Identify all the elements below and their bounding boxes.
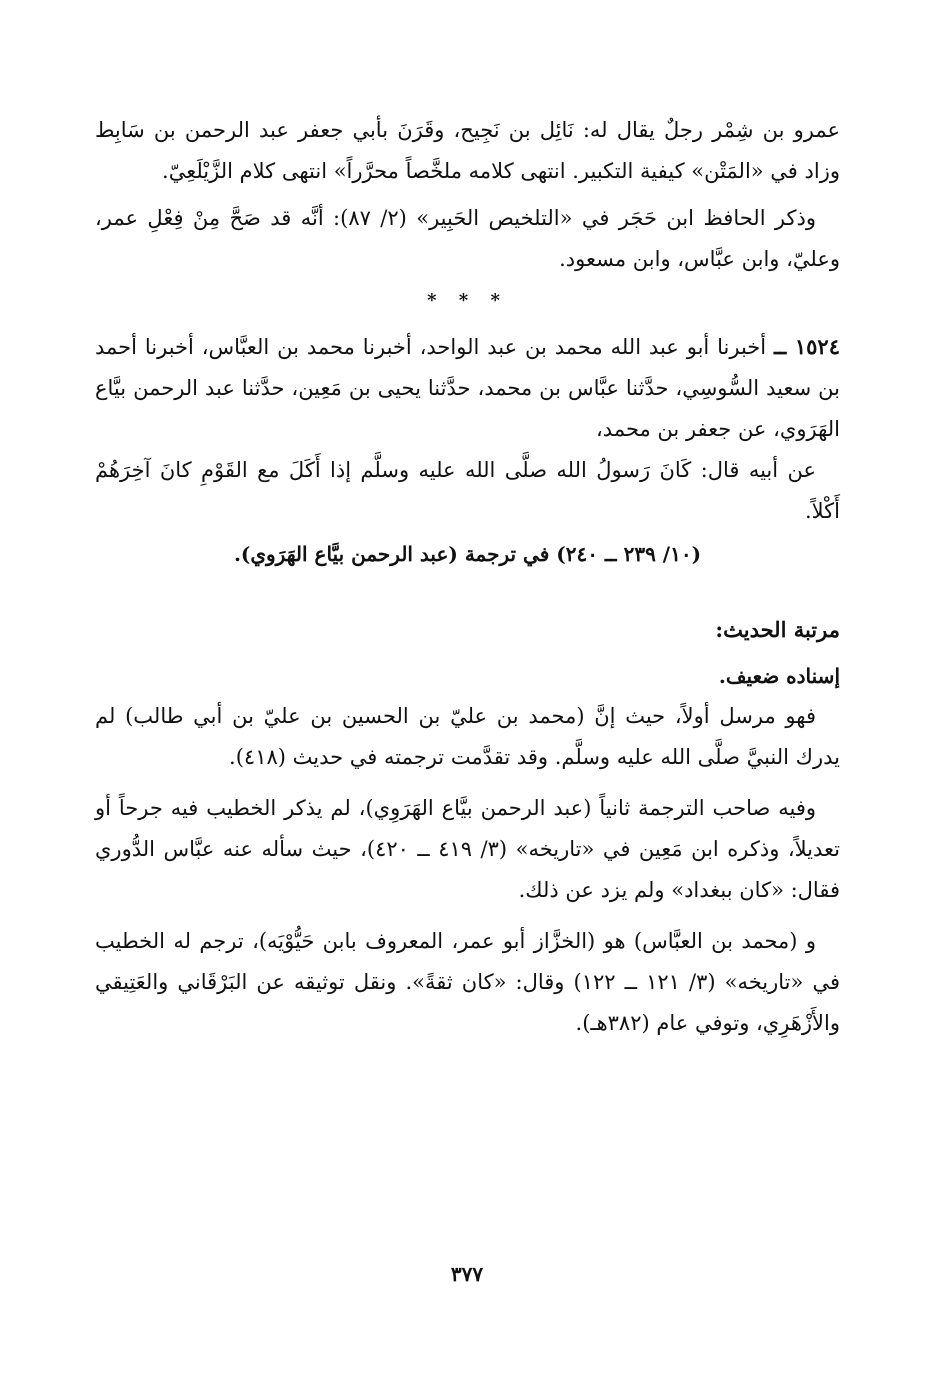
hadith-reference: (١٠/ ٢٣٩ ــ ٢٤٠) في ترجمة (عبد الرحمن بيَّاع الهَرَوي). [233,542,702,566]
grading-reason-ibn-hayyuyah: و (محمد بن العبَّاس) هو (الخزَّاز أبو عمر، المعروف بابن حَيُّوْيَه)، ترجم له الخطيب في «تاريخه» (٣/ ١٢١ ــ ١٢٢) وقال: «كان ثقةً». ونقل توثيقه عن البَرْقَاني والعَتِيقي والأَزْهَرِي، وتوفي عام (٣٨٢هـ). [95,929,841,1035]
paragraph-ibn-hajar: وذكر الحافظ ابن حَجَر في «التلخيص الحَبِير» (٢/ ٨٧): أنَّه قد صَحَّ مِنْ فِعْلِ عمر، وعليّ، وابن عبَّاس، وابن مسعود. [95,206,840,271]
paragraph-zaylai-quote: عمرو بن شِمْر رجلٌ يقال له: نَائِل بن نَجِيح، وقَرَنَ بأبي جعفر عبد الرحمن بن سَابِط وزاد في «المَتْن» كيفية التكبير. انتهى كلامه ملخَّصاً محرَّراً» انتهى كلام الزَّيْلَعِيّ. [95,118,840,183]
hadith-isnad [95,326,840,450]
hadith-matn: عن أبيه قال: كَانَ رَسولُ الله صلَّى الله عليه وسلَّم إذا أَكَلَ مع القَوْمِ كانَ آخِرَهُمْ أَكْلاً. [95,458,840,523]
grading-heading: مرتبة الحديث: [715,617,840,642]
hadith-number: ١٥٢٤ ــ [774,334,840,359]
grading-reason-narrator: وفيه صاحب الترجمة ثانياً (عبد الرحمن بيَّاع الهَرَوِي)، لم يذكر الخطيب فيه جرحاً أو تعديلاً، وذكره ابن مَعِين في «تاريخه» (٣/ ٤١٩ ــ ٤٢٠)، حيث سأله عنه عبَّاس الدُّوري فقال: «كان ببغداد» ولم يزد عن ذلك. [95,796,840,902]
hadith-isnad-text: أخبرنا أبو عبد الله محمد بن عبد الواحد، أخبرنا محمد بن العبَّاس، أخبرنا أحمد بن سعيد السُّوسِي، حدَّثنا عبَّاس بن محمد، حدَّثنا يحيى بن مَعِين، حدَّثنا عبد الرحمن بيَّاع الهَرَوي، عن جعفر بن محمد، [95,335,840,441]
grading-reason-mursal: فهو مرسل أولاً، حيث إنَّ (محمد بن عليّ بن الحسين بن عليّ بن أبي طالب) لم يدرك النبيَّ صلَّى الله عليه وسلَّم. وقد تقدَّمت ترجمته في حديث (٤١٨). [95,704,840,769]
grading-verdict: إسناده ضعيف. [718,664,840,688]
section-separator: * * * [427,290,508,311]
page-body [95,110,840,1044]
page-number: ٣٧٧ [450,1262,484,1286]
